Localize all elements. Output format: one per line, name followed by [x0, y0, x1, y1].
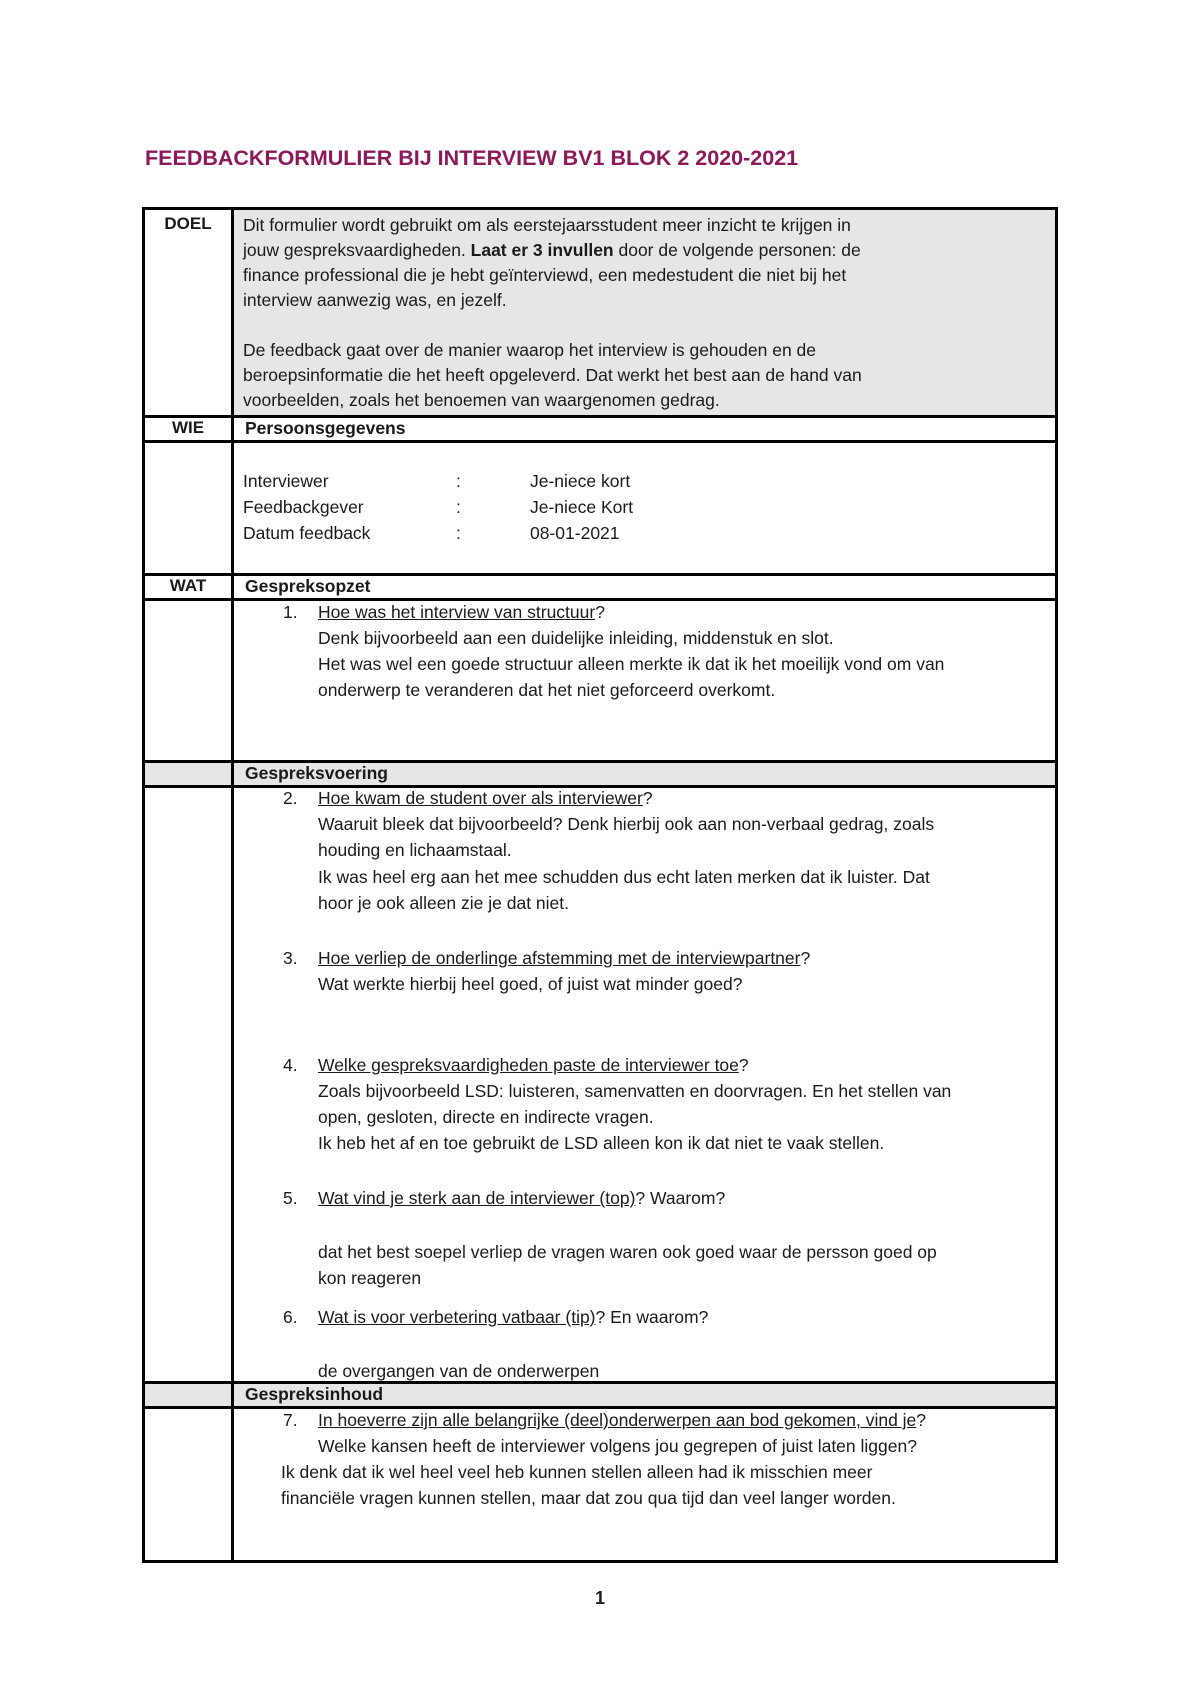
q3-number: 3. [283, 948, 298, 968]
field-feedbackgever-label: Feedbackgever [243, 497, 364, 517]
q6-question-text: Wat is voor verbetering vatbaar (tip) [318, 1307, 596, 1327]
q5-answer-2: kon reageren [318, 1268, 422, 1288]
q5-question-rest: ? Waarom? [635, 1188, 726, 1208]
q1-question [318, 600, 605, 625]
q6-number: 6. [283, 1307, 298, 1327]
q1-answer-2: onderwerp te veranderen dat het niet geforceerd overkomt. [318, 680, 776, 700]
q3-question [318, 946, 810, 971]
field-datum-sep: : [456, 523, 461, 543]
doel-line-6: beroepsinformatie die het heeft opgeleverd. Dat werkt het best aan de hand van [243, 365, 862, 385]
page-number: 1 [594, 1588, 605, 1608]
field-feedbackgever-value: Je-niece Kort [530, 497, 634, 517]
doel-line-2-bold: Laat er 3 invullen [470, 240, 614, 260]
field-interviewer-label: Interviewer [243, 471, 329, 491]
wat-label: WAT [169, 576, 207, 595]
opzet-heading: Gespreksopzet [245, 576, 371, 596]
q5-question [318, 1186, 725, 1211]
q7-question [318, 1408, 926, 1433]
q7-hint: Welke kansen heeft de interviewer volgens jou gegrepen of juist laten liggen? [318, 1436, 917, 1456]
q3-qmark: ? [800, 948, 811, 968]
q7-qmark: ? [916, 1410, 927, 1430]
field-datum-label: Datum feedback [243, 523, 371, 543]
q3-hint: Wat werkte hierbij heel goed, of juist wat minder goed? [318, 974, 743, 994]
doel-line-4: interview aanwezig was, en jezelf. [243, 290, 507, 310]
doel-line-2-start: jouw gespreksvaardigheden. [243, 240, 471, 260]
q4-hint-2: open, gesloten, directe en indirecte vragen. [318, 1107, 654, 1127]
q4-question [318, 1053, 749, 1078]
q2-answer-2: hoor je ook alleen zie je dat niet. [318, 893, 569, 913]
q1-answer-1: Het was wel een goede structuur alleen merkte ik dat ik het moeilijk vond om van [318, 654, 945, 674]
doel-line-5: De feedback gaat over de manier waarop het interview is gehouden en de [243, 340, 817, 360]
q2-hint-2: houding en lichaamstaal. [318, 840, 512, 860]
q1-qmark: ? [595, 602, 605, 622]
q2-qmark: ? [642, 788, 653, 808]
q1-number: 1. [283, 602, 298, 622]
q2-number: 2. [283, 788, 298, 808]
q2-question-text: Hoe kwam de student over als interviewer [318, 788, 643, 808]
column-divider [231, 210, 234, 1560]
q6-question-rest: ? En waarom? [595, 1307, 709, 1327]
q7-number: 7. [283, 1410, 298, 1430]
q4-answer: Ik heb het af en toe gebruikt de LSD alleen kon ik dat niet te vaak stellen. [318, 1133, 885, 1153]
row-divider-wie-heading [145, 440, 1055, 443]
field-feedbackgever-sep: : [456, 497, 461, 517]
field-interviewer-sep: : [456, 471, 461, 491]
wie-label: WIE [171, 418, 205, 437]
q7-answer-1: Ik denk dat ik wel heel veel heb kunnen stellen alleen had ik misschien meer [281, 1462, 873, 1482]
doel-line-3: finance professional die je hebt geïnterviewd, een medestudent die niet bij het [243, 265, 847, 285]
q1-question-text: Hoe was het interview van structuur [318, 602, 596, 622]
doel-line-7: voorbeelden, zoals het benoemen van waargenomen gedrag. [243, 390, 720, 410]
voering-label-shade [145, 763, 231, 785]
document-title: FEEDBACKFORMULIER BIJ INTERVIEW BV1 BLOK 2 2020-2021 [145, 146, 799, 170]
field-datum-value: 08-01-2021 [530, 523, 620, 543]
wie-heading: Persoonsgegevens [245, 418, 406, 438]
q4-question-text: Welke gespreksvaardigheden paste de interviewer toe [318, 1055, 739, 1075]
doel-label: DOEL [164, 214, 212, 233]
q2-question [318, 786, 653, 811]
q6-question [318, 1305, 708, 1330]
inhoud-heading: Gespreksinhoud [245, 1384, 384, 1404]
q2-hint-1: Waaruit bleek dat bijvoorbeeld? Denk hierbij ook aan non-verbaal gedrag, zoals [318, 814, 935, 834]
inhoud-label-shade [145, 1384, 231, 1406]
q7-answer-2: financiële vragen kunnen stellen, maar dat zou qua tijd dan veel langer worden. [281, 1488, 896, 1508]
field-interviewer-value: Je-niece kort [530, 471, 631, 491]
doel-line-2 [243, 238, 861, 263]
q4-hint-1: Zoals bijvoorbeeld LSD: luisteren, samenvatten en doorvragen. En het stellen van [318, 1081, 952, 1101]
voering-heading: Gespreksvoering [245, 763, 388, 783]
q1-hint: Denk bijvoorbeeld aan een duidelijke inleiding, middenstuk en slot. [318, 628, 834, 648]
q2-answer-1: Ik was heel erg aan het mee schudden dus echt laten merken dat ik luister. Dat [318, 867, 930, 887]
q5-number: 5. [283, 1188, 298, 1208]
doel-line-1: Dit formulier wordt gebruikt om als eerstejaarsstudent meer inzicht te krijgen in [243, 215, 851, 235]
feedback-form-table [142, 207, 1058, 1563]
doel-line-2-end: door de volgende personen: de [613, 240, 861, 260]
q6-answer: de overgangen van de onderwerpen [318, 1361, 600, 1381]
q3-question-text: Hoe verliep de onderlinge afstemming met de interviewpartner [318, 948, 801, 968]
q5-question-text: Wat vind je sterk aan de interviewer (top) [318, 1188, 636, 1208]
q7-question-text: In hoeverre zijn alle belangrijke (deel)onderwerpen aan bod gekomen, vind je [318, 1410, 917, 1430]
q4-number: 4. [283, 1055, 298, 1075]
q4-qmark: ? [738, 1055, 749, 1075]
q5-answer-1: dat het best soepel verliep de vragen waren ook goed waar de persson goed op [318, 1242, 937, 1262]
